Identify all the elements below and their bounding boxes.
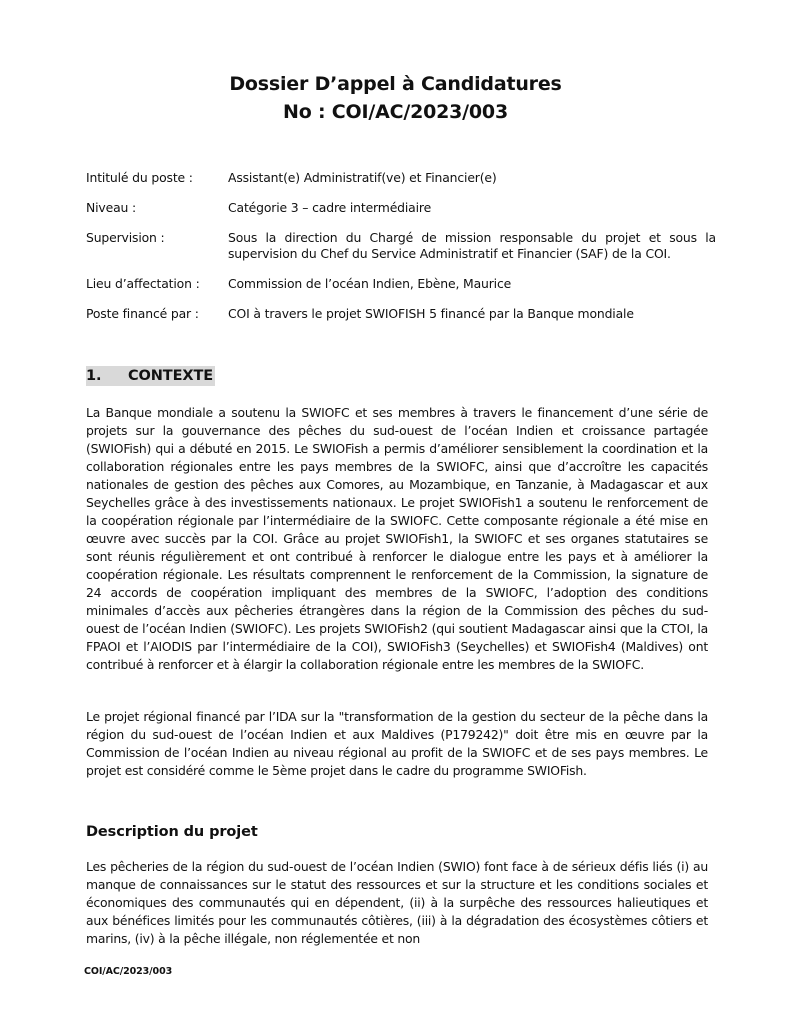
info-row-level	[86, 200, 716, 216]
description-paragraph: Les pêcheries de la région du sud-ouest de l’océan Indien (SWIO) font face à de sérieux défis liés (i) au manque de connaissances sur le statut des ressources et sur la structure et les conditions sociales et économiques des communautés qui en dépendent, (ii) à la surpêche des ressources halieutiques et aux bénéfices limités pour les communautés côtières, (iii) à la dégradation des écosystèmes côtiers et marins, (iv) à la pêche illégale, non réglementée et non	[86, 859, 708, 946]
info-value: Catégorie 3 – cadre intermédiaire	[228, 200, 432, 215]
info-label: Poste financé par :	[86, 306, 199, 321]
page-footer: COI/AC/2023/003	[84, 966, 173, 977]
info-label: Niveau :	[86, 200, 137, 215]
title-heading: Dossier D’appel à Candidatures	[229, 73, 562, 95]
info-row-funding	[86, 306, 716, 322]
document-title	[0, 70, 791, 126]
info-row-title	[86, 170, 716, 186]
section-title: CONTEXTE	[128, 368, 214, 384]
info-value: Commission de l’océan Indien, Ebène, Maurice	[228, 276, 512, 291]
info-label: Supervision :	[86, 230, 165, 245]
context-paragraph-1: La Banque mondiale a soutenu la SWIOFC et ses membres à travers le financement d’une série de projets sur la gouvernance des pêches du sud-ouest de l’océan Indien et croissance partagée (SWIOFish) qui a débuté en 2015. Le SWIOFish a permis d’améliorer sensiblement la coordination et la collaboration régionales entre les pays membres de la SWIOFC, ainsi que d’accroître les capacités nationales de gestion des pêches aux Comores, au Mozambique, en Tanzanie, à Madagascar et aux Seychelles grâce à des investissements nationaux. Le projet SWIOFish1 a soutenu le renforcement de la coopération régionale par l’intermédiaire de la SWIOFC. Cette composante régionale a été mise en œuvre avec succès par la COI. Grâce au projet SWIOFish1, la SWIOFC et ses organes statutaires se sont réunis régulièrement et ont contribué à renforcer le dialogue entre les pays et à améliorer la coopération régionale. Les résultats comprennent le renforcement de la Commission, la signature de 24 accords de coopération impliquant des membres de la SWIOFC, l’adoption des conditions minimales d’accès aux pêcheries étrangères dans la région de la Commission des pêches du sud-ouest de l’océan Indien (SWIOFC). Les projets SWIOFish2 (qui soutient Madagascar ainsi que la CTOI, la FPAOI et l’AIODIS par l’intermédiaire de la COI), SWIOFish3 (Seychelles) et SWIOFish4 (Maldives) ont contribué à renforcer et à élargir la collaboration régionale entre les membres de la SWIOFC.	[86, 405, 708, 672]
info-label: Lieu d’affectation :	[86, 276, 200, 291]
info-label: Intitulé du poste :	[86, 170, 193, 185]
info-value: Sous la direction du Chargé de mission responsable du projet et sous la supervision du Chef du Service Administratif et Financier (SAF) de la COI.	[228, 230, 716, 261]
section-heading-contexte	[86, 366, 215, 386]
job-info-table	[86, 170, 716, 336]
info-row-supervision	[86, 230, 716, 262]
subheading-project-description: Description du projet	[86, 824, 258, 840]
reference-number: No : COI/AC/2023/003	[283, 101, 508, 123]
context-paragraph-2: Le projet régional financé par l’IDA sur la "transformation de la gestion du secteur de la pêche dans la région du sud-ouest de l’océan Indien et aux Maldives (P179242)" doit être mis en œuvre par la Commission de l’océan Indien au niveau régional au profit de la SWIOFC et de ses pays membres. Le projet est considéré comme le 5ème projet dans le cadre du programme SWIOFish.	[86, 709, 708, 778]
info-row-location	[86, 276, 716, 292]
info-value: COI à travers le projet SWIOFISH 5 financé par la Banque mondiale	[228, 306, 634, 321]
section-number: 1.	[86, 368, 102, 384]
info-value: Assistant(e) Administratif(ve) et Financier(e)	[228, 170, 497, 185]
